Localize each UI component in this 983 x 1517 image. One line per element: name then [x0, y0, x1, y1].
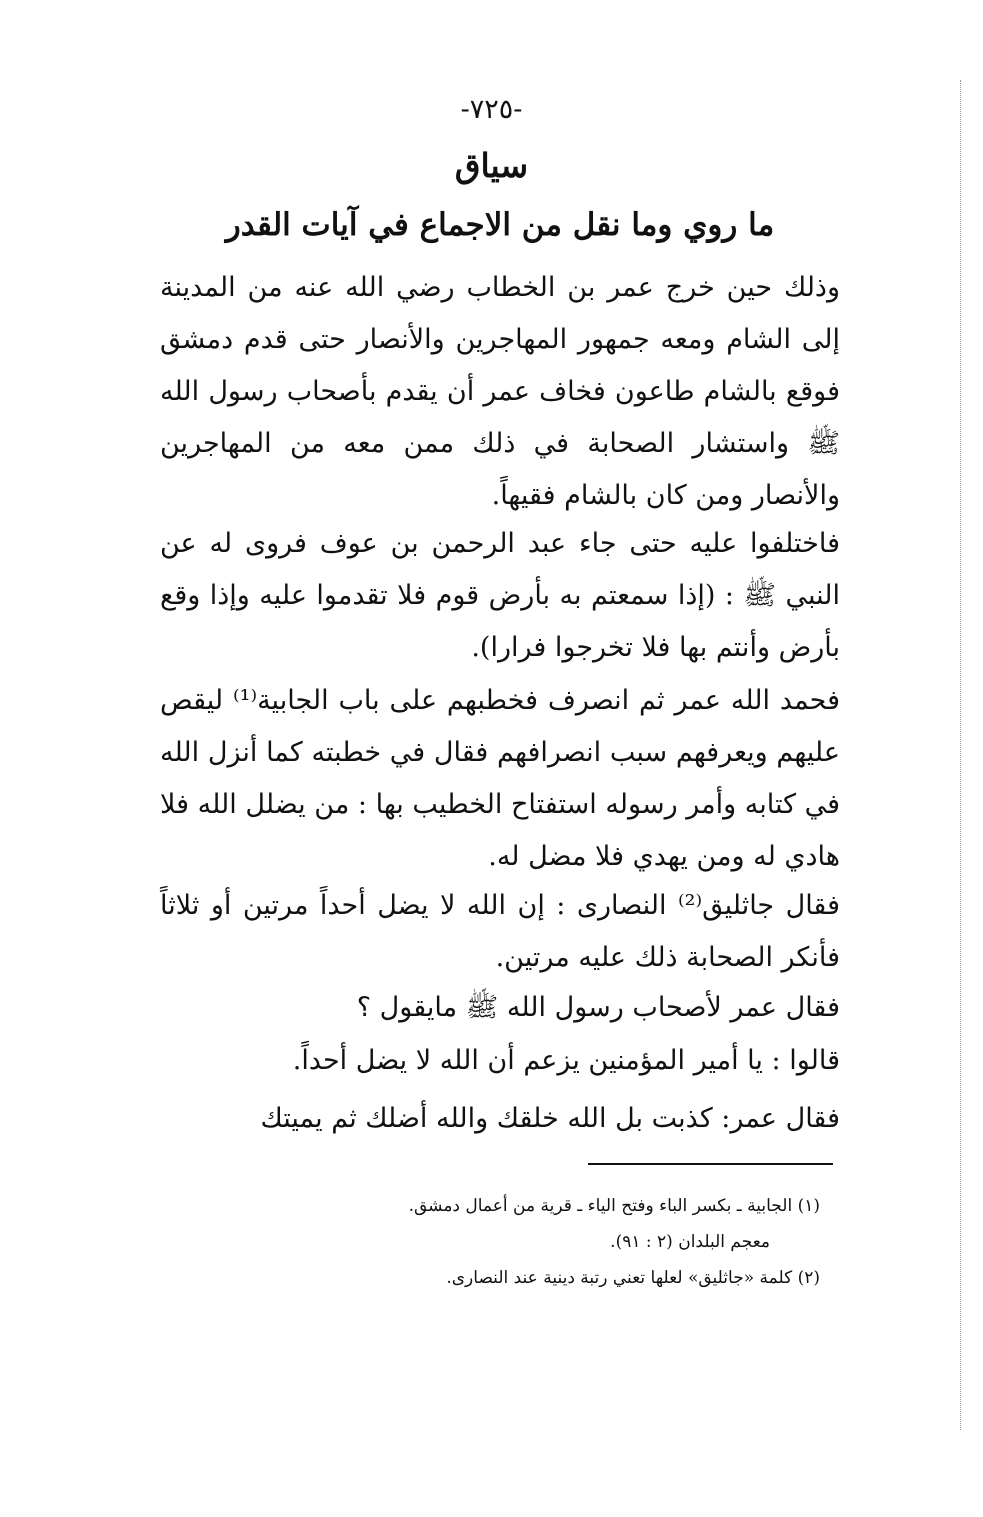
paragraph-1: وذلك حين خرج عمر بن الخطاب رضي الله عنه من المدينة إلى الشام ومعه جمهور المهاجرين والأنصار حتى قدم دمشق فوقع بالشام طاعون فخاف عمر أن يقدم بأصحاب رسول الله ﷺ واستشار الصحابة في ذلك ممن معه من المهاجرين والأنصار ومن كان بالشام فقيهاً. — [160, 272, 840, 511]
paragraph-2: فاختلفوا عليه حتى جاء عبد الرحمن بن عوف فروى له عن النبي ﷺ : (إذا سمعتم به بأرض قوم فلا تقدموا عليه وإذا وقع بأرض وأنتم بها فلا تخرجوا فرارا). — [160, 528, 840, 663]
footnote-2: (٢) كلمة «جاثليق» لعلها تعني رتبة دينية عند النصارى. — [446, 1268, 820, 1288]
paragraph-5: فقال عمر لأصحاب رسول الله ﷺ مايقول ؟ — [356, 992, 840, 1023]
footnote-1: (١) الجابية ـ بكسر الباء وفتح الياء ـ قرية من أعمال دمشق. — [408, 1196, 820, 1216]
footnote-1-continuation: معجم البلدان (٢ : ٩١). — [610, 1232, 770, 1252]
page-number: -٧٢٥- — [460, 94, 523, 125]
footnotes — [160, 1188, 840, 1296]
chapter-heading: ما روي وما نقل من الاجماع في آيات القدر — [225, 207, 775, 243]
paragraph-3: فحمد الله عمر ثم انصرف فخطبهم على باب الجابية⁽¹⁾ ليقص عليهم ويعرفهم سبب انصرافهم فقال في خطبته كما أنزل الله في كتابه وأمر رسوله استفتاح الخطيب بها : من يضلل الله فلا هادي له ومن يهدي فلا مضل له. — [160, 685, 841, 872]
paragraph-7: فقال عمر: كذبت بل الله خلقك والله أضلك ثم يميتك — [260, 1103, 840, 1134]
paragraph-4: فقال جاثليق⁽²⁾ النصارى : إن الله لا يضل أحداً مرتين أو ثلاثاً فأنكر الصحابة ذلك عليه مرتين. — [160, 890, 840, 973]
footnote-separator — [588, 1163, 833, 1165]
page-edge-line — [959, 80, 961, 1430]
section-title: سياق — [454, 146, 529, 185]
paragraph-6: قالوا : يا أمير المؤمنين يزعم أن الله لا يضل أحداً. — [292, 1045, 840, 1076]
